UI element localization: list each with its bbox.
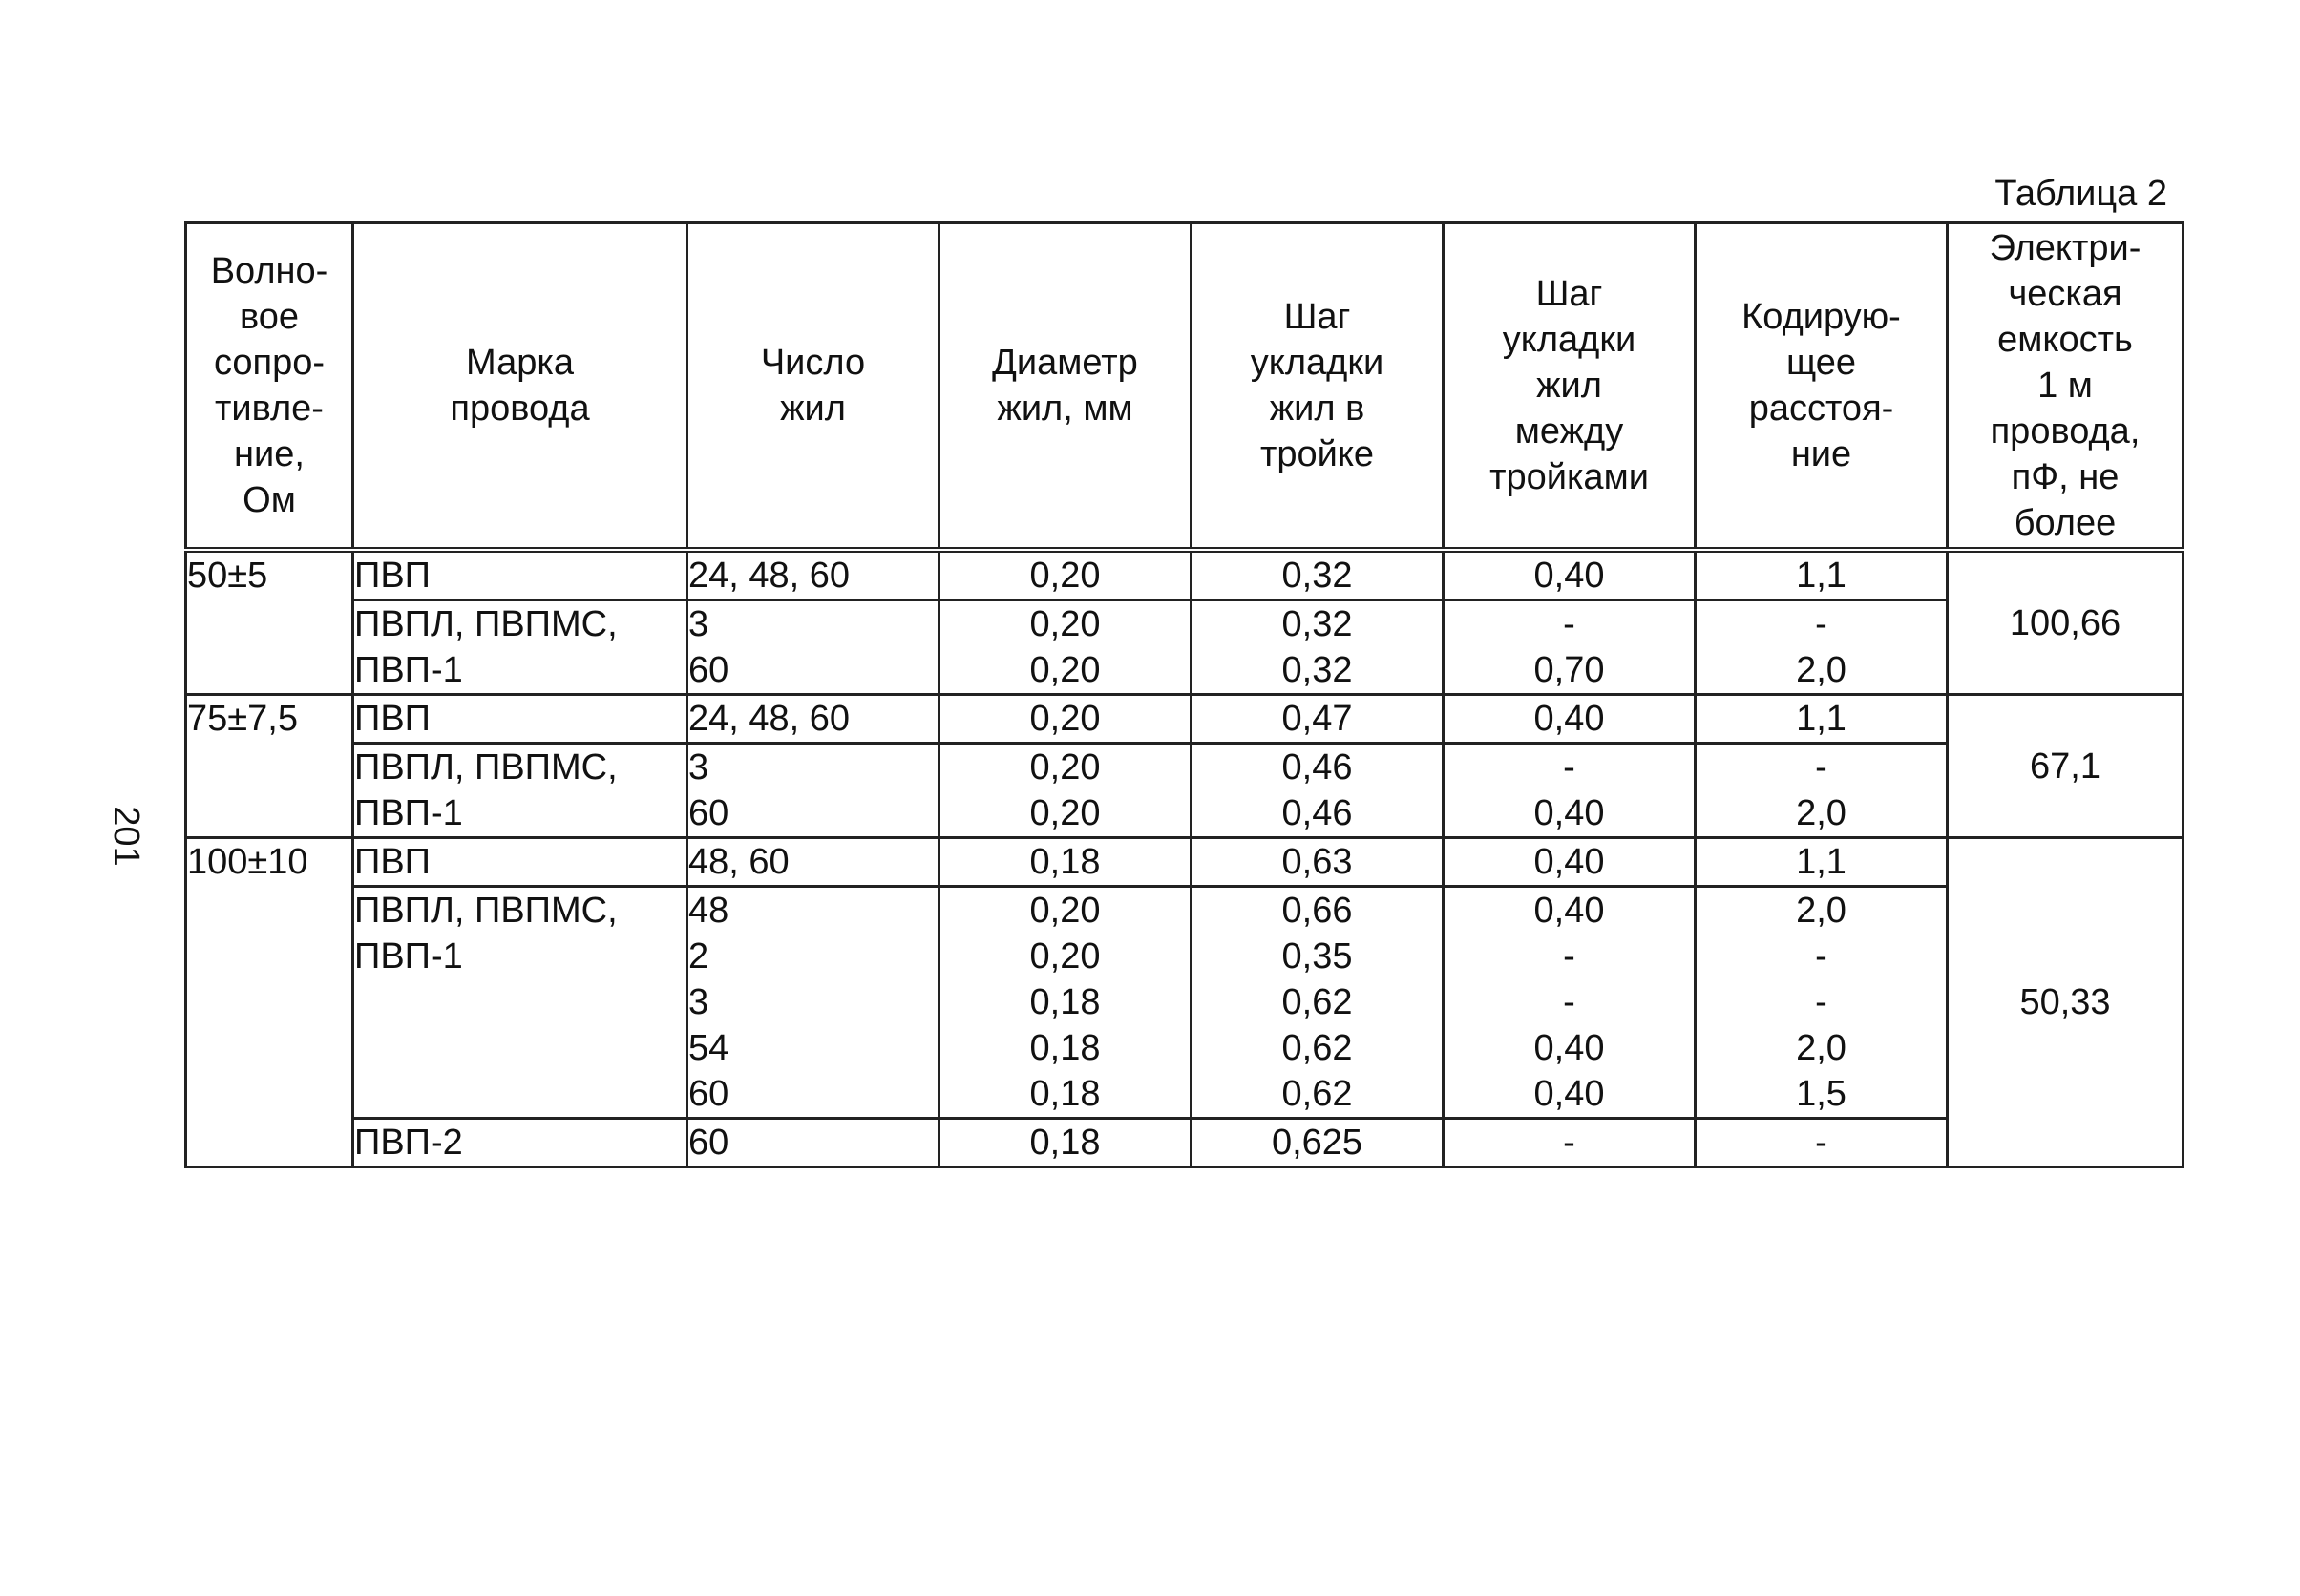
header-line: провода,	[1990, 411, 2141, 452]
lay-between-cell-line: -	[1563, 604, 1575, 644]
header-line: Электри-	[1989, 228, 2142, 268]
header-capacitance	[1948, 223, 2184, 551]
lay-triple-cell-line: 0,32	[1281, 650, 1353, 690]
lay-triple-cell-line: 0,46	[1281, 793, 1353, 833]
header-lay-between	[1444, 223, 1696, 551]
cores-cell-line: 54	[688, 1028, 729, 1068]
lay-triple-cell-line: 0,47	[1281, 699, 1353, 739]
brand-cell	[353, 695, 687, 744]
diameter-cell	[939, 550, 1192, 600]
header-line: Диаметр	[992, 343, 1138, 383]
cores-cell-line: 60	[688, 1123, 729, 1163]
diameter-cell-line: 0,18	[1029, 1074, 1101, 1114]
diameter-cell-line: 0,18	[1029, 982, 1101, 1022]
brand-cell-line: ПВП	[354, 556, 431, 596]
lay-between-cell-line: 0,40	[1533, 793, 1605, 833]
lay-between-cell	[1444, 887, 1696, 1119]
coding-cell	[1696, 887, 1948, 1119]
header-line: ческая	[2008, 274, 2122, 314]
cores-cell-line: 48, 60	[688, 842, 790, 882]
lay-triple-cell	[1192, 695, 1444, 744]
header-line: тройке	[1259, 434, 1375, 474]
cores-cell-line: 24, 48, 60	[688, 556, 851, 596]
brand-cell-line: ПВП-1	[354, 793, 463, 833]
lay-triple-cell-line: 0,62	[1281, 982, 1353, 1022]
header-line: Кодирую-	[1741, 297, 1901, 337]
brand-cell-line: ПВП	[354, 842, 431, 882]
table-row	[186, 887, 2184, 1119]
lay-triple-cell-line: 0,62	[1281, 1028, 1353, 1068]
coding-cell-line: 1,1	[1796, 556, 1846, 596]
lay-triple-cell	[1192, 1119, 1444, 1167]
diameter-cell-line: 0,20	[1029, 556, 1101, 596]
header-line: жил в	[1269, 388, 1365, 429]
diameter-cell	[939, 744, 1192, 838]
header-line: укладки	[1502, 320, 1636, 360]
impedance-cell: 75±7,5	[186, 695, 353, 838]
diameter-cell	[939, 1119, 1192, 1167]
lay-between-cell-line: 0,40	[1533, 891, 1605, 931]
header-lay-triple	[1192, 223, 1444, 551]
lay-triple-cell	[1192, 887, 1444, 1119]
header-line: Шаг	[1535, 274, 1603, 314]
lay-triple-cell-line: 0,32	[1281, 556, 1353, 596]
lay-between-cell-line: 0,40	[1533, 1074, 1605, 1114]
header-line: тройками	[1489, 457, 1649, 497]
lay-between-cell-line: 0,70	[1533, 650, 1605, 690]
cores-cell-line: 24, 48, 60	[688, 699, 851, 739]
cores-cell	[687, 838, 939, 887]
cores-cell-line: 3	[688, 604, 709, 644]
header-cores	[687, 223, 939, 551]
cores-cell	[687, 600, 939, 695]
header-line: 1 м	[2037, 366, 2093, 406]
coding-cell-line: 2,0	[1796, 1028, 1846, 1068]
lay-between-cell-line: 0,40	[1533, 1028, 1605, 1068]
cores-cell-line: 60	[688, 650, 729, 690]
brand-cell-line: ПВПЛ, ПВПМС,	[354, 891, 618, 931]
brand-cell-line: ПВП-1	[354, 650, 463, 690]
header-line: Ом	[243, 480, 296, 520]
lay-triple-cell	[1192, 744, 1444, 838]
header-line: ние,	[234, 434, 305, 474]
coding-cell	[1696, 600, 1948, 695]
table-row	[186, 838, 2184, 887]
brand-cell	[353, 887, 687, 1119]
diameter-cell-line: 0,18	[1029, 1028, 1101, 1068]
brand-cell	[353, 600, 687, 695]
header-line: пФ, не	[2011, 457, 2120, 497]
lay-triple-cell	[1192, 550, 1444, 600]
coding-cell	[1696, 695, 1948, 744]
coding-cell-line: -	[1815, 1123, 1827, 1163]
table-row	[186, 744, 2184, 838]
diameter-cell-line: 0,20	[1029, 793, 1101, 833]
diameter-cell	[939, 838, 1192, 887]
lay-triple-cell-line: 0,46	[1281, 747, 1353, 788]
lay-triple-cell-line: 0,66	[1281, 891, 1353, 931]
diameter-cell-line: 0,20	[1029, 699, 1101, 739]
table-row	[186, 695, 2184, 744]
diameter-cell	[939, 887, 1192, 1119]
lay-triple-cell-line: 0,63	[1281, 842, 1353, 882]
coding-cell	[1696, 550, 1948, 600]
coding-cell-line: 2,0	[1796, 650, 1846, 690]
lay-triple-cell-line: 0,625	[1271, 1123, 1363, 1163]
cores-cell-line: 3	[688, 747, 709, 788]
lay-between-cell	[1444, 550, 1696, 600]
brand-cell-line: ПВП	[354, 699, 431, 739]
brand-cell-line: ПВПЛ, ПВПМС,	[354, 747, 618, 788]
lay-triple-cell-line: 0,32	[1281, 604, 1353, 644]
header-line: жил	[1536, 366, 1602, 406]
coding-cell-line: -	[1815, 982, 1827, 1022]
lay-between-cell	[1444, 744, 1696, 838]
diameter-cell-line: 0,20	[1029, 936, 1101, 976]
coding-cell-line: 1,5	[1796, 1074, 1846, 1114]
diameter-cell-line: 0,20	[1029, 891, 1101, 931]
lay-between-cell	[1444, 600, 1696, 695]
header-line: Волно-	[210, 251, 328, 291]
lay-triple-cell	[1192, 600, 1444, 695]
header-brand	[353, 223, 687, 551]
capacitance-cell: 50,33	[1948, 838, 2184, 1167]
coding-cell	[1696, 1119, 1948, 1167]
diameter-cell-line: 0,20	[1029, 604, 1101, 644]
brand-cell-line: ПВПЛ, ПВПМС,	[354, 604, 618, 644]
coding-cell-line: 2,0	[1796, 891, 1846, 931]
coding-cell-line: 1,1	[1796, 699, 1846, 739]
header-line: щее	[1785, 343, 1857, 383]
diameter-cell-line: 0,18	[1029, 842, 1101, 882]
table-caption: Таблица 2	[1994, 174, 2167, 214]
header-line: расстоя-	[1748, 388, 1894, 429]
cores-cell-line: 2	[688, 936, 709, 976]
diameter-cell-line: 0,20	[1029, 650, 1101, 690]
brand-cell	[353, 550, 687, 600]
brand-cell-line: ПВП-2	[354, 1123, 463, 1163]
coding-cell-line: 2,0	[1796, 793, 1846, 833]
lay-between-cell-line: -	[1563, 1123, 1575, 1163]
table-body	[186, 550, 2184, 1167]
brand-cell	[353, 744, 687, 838]
lay-between-cell	[1444, 838, 1696, 887]
brand-cell	[353, 838, 687, 887]
header-line: более	[2014, 503, 2117, 543]
coding-cell-line: -	[1815, 936, 1827, 976]
capacitance-cell: 100,66	[1948, 550, 2184, 695]
diameter-cell	[939, 600, 1192, 695]
cores-cell-line: 48	[688, 891, 729, 931]
cores-cell	[687, 887, 939, 1119]
cores-cell	[687, 1119, 939, 1167]
diameter-cell-line: 0,18	[1029, 1123, 1101, 1163]
impedance-cell: 100±10	[186, 838, 353, 1167]
header-line: Марка	[466, 343, 574, 383]
header-line: Число	[760, 343, 866, 383]
header-row	[186, 223, 2184, 551]
header-line: жил	[780, 388, 846, 429]
header-line: емкость	[1997, 320, 2133, 360]
page-number: 201	[106, 806, 146, 867]
table-row	[186, 550, 2184, 600]
lay-triple-cell-line: 0,35	[1281, 936, 1353, 976]
table-row	[186, 1119, 2184, 1167]
lay-between-cell-line: 0,40	[1533, 699, 1605, 739]
header-impedance	[186, 223, 353, 551]
cores-cell-line: 60	[688, 793, 729, 833]
lay-between-cell-line: -	[1563, 982, 1575, 1022]
lay-between-cell-line: -	[1563, 936, 1575, 976]
header-line: жил, мм	[997, 388, 1133, 429]
table-row	[186, 600, 2184, 695]
cores-cell-line: 60	[688, 1074, 729, 1114]
brand-cell	[353, 1119, 687, 1167]
lay-between-cell	[1444, 695, 1696, 744]
coding-cell-line: -	[1815, 747, 1827, 788]
coding-cell	[1696, 838, 1948, 887]
wire-spec-table	[184, 221, 2184, 1168]
lay-triple-cell-line: 0,62	[1281, 1074, 1353, 1114]
cores-cell-line: 3	[688, 982, 709, 1022]
header-line: сопро-	[213, 343, 326, 383]
coding-cell	[1696, 744, 1948, 838]
lay-between-cell-line: 0,40	[1533, 556, 1605, 596]
header-diameter	[939, 223, 1192, 551]
header-line: ние	[1790, 434, 1852, 474]
coding-cell-line: -	[1815, 604, 1827, 644]
lay-between-cell-line: -	[1563, 747, 1575, 788]
coding-cell-line: 1,1	[1796, 842, 1846, 882]
header-line: Шаг	[1283, 297, 1351, 337]
lay-between-cell-line: 0,40	[1533, 842, 1605, 882]
cores-cell	[687, 550, 939, 600]
lay-triple-cell	[1192, 838, 1444, 887]
diameter-cell-line: 0,20	[1029, 747, 1101, 788]
cores-cell	[687, 695, 939, 744]
header-line: между	[1514, 411, 1624, 452]
header-line: укладки	[1250, 343, 1384, 383]
header-line: тивле-	[215, 388, 324, 429]
brand-cell-line: ПВП-1	[354, 936, 463, 976]
header-line: вое	[239, 297, 300, 337]
header-line: провода	[450, 388, 590, 429]
cores-cell	[687, 744, 939, 838]
capacitance-cell: 67,1	[1948, 695, 2184, 838]
impedance-cell: 50±5	[186, 550, 353, 695]
lay-between-cell	[1444, 1119, 1696, 1167]
header-coding	[1696, 223, 1948, 551]
diameter-cell	[939, 695, 1192, 744]
